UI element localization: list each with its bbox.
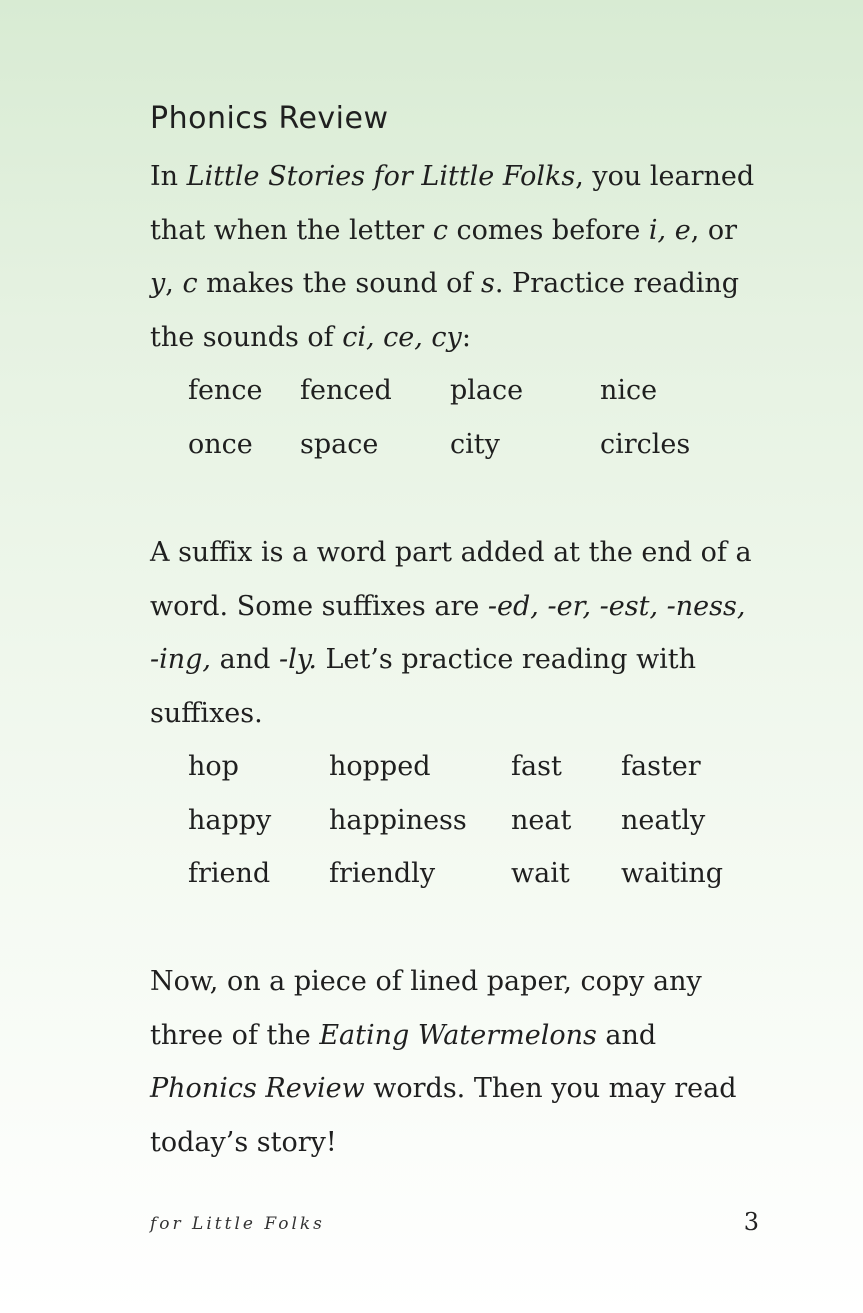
practice-word: wait: [511, 858, 570, 889]
practice-word: faster: [621, 751, 701, 782]
practice-word: fence: [188, 375, 263, 406]
text-run: comes before: [447, 214, 649, 246]
italic-text: Phonics Review: [150, 1073, 365, 1104]
italic-text: i, e: [648, 214, 691, 246]
c-sound-word-list: [188, 364, 720, 471]
practice-word: happiness: [329, 804, 467, 836]
instructions-paragraph: [150, 955, 762, 1169]
italic-text: ci, ce, cy: [342, 321, 462, 353]
practice-word: place: [450, 375, 524, 406]
text-run: A suffix is a word part added at the end of a word. Some suffixes are: [150, 537, 752, 622]
section-heading: Phonics Review: [150, 101, 389, 136]
practice-word: friendly: [329, 858, 436, 889]
text-run: :: [461, 321, 471, 353]
text-run: words. Then you may read today’s story!: [150, 1073, 737, 1158]
practice-word: hop: [188, 751, 239, 782]
italic-text: -ed, -er, -est, -ness, -ing,: [150, 590, 746, 675]
practice-word: circles: [600, 428, 691, 460]
book-page: [150, 0, 765, 1313]
running-footer-title: for Little Folks: [150, 1214, 325, 1234]
text-run: ,: [165, 268, 183, 299]
suffix-paragraph: [150, 526, 762, 740]
practice-word: waiting: [621, 858, 724, 889]
practice-word: space: [300, 428, 379, 460]
word-row: [188, 364, 720, 418]
italic-text: c: [182, 268, 198, 299]
practice-word: friend: [188, 858, 271, 889]
practice-word: happy: [188, 804, 272, 836]
word-row: [188, 847, 751, 901]
text-run: and: [596, 1019, 657, 1051]
practice-word: neatly: [621, 804, 706, 836]
word-row: [188, 740, 751, 794]
text-run: makes the sound of: [197, 268, 482, 299]
text-run: Now, on a piece of lined paper, copy any three of the: [150, 966, 702, 1051]
intro-paragraph: [150, 150, 762, 364]
page-number: 3: [743, 1208, 759, 1236]
word-row: [188, 418, 720, 472]
italic-text: Little Stories for Little Folks: [186, 161, 576, 192]
italic-text: Eating Watermelons: [319, 1019, 597, 1051]
practice-word: fast: [511, 751, 562, 782]
suffix-word-list: [188, 740, 751, 901]
italic-text: s: [481, 268, 495, 299]
practice-word: city: [450, 428, 500, 460]
italic-text: y: [150, 268, 166, 299]
text-run: In: [150, 161, 187, 192]
text-run: , or: [690, 214, 738, 246]
text-run: Let’s practice reading with suffixes.: [150, 644, 697, 729]
text-run: . Practice reading the sounds of: [150, 268, 740, 353]
word-row: [188, 794, 751, 848]
practice-word: hopped: [329, 751, 431, 782]
italic-text: c: [432, 214, 448, 246]
practice-word: once: [188, 428, 253, 460]
text-run: , you learned that when the letter: [150, 161, 755, 246]
practice-word: fenced: [300, 375, 392, 406]
practice-word: nice: [600, 375, 658, 406]
italic-text: -ly.: [278, 644, 317, 675]
practice-word: neat: [511, 804, 572, 836]
text-run: and: [211, 644, 279, 675]
